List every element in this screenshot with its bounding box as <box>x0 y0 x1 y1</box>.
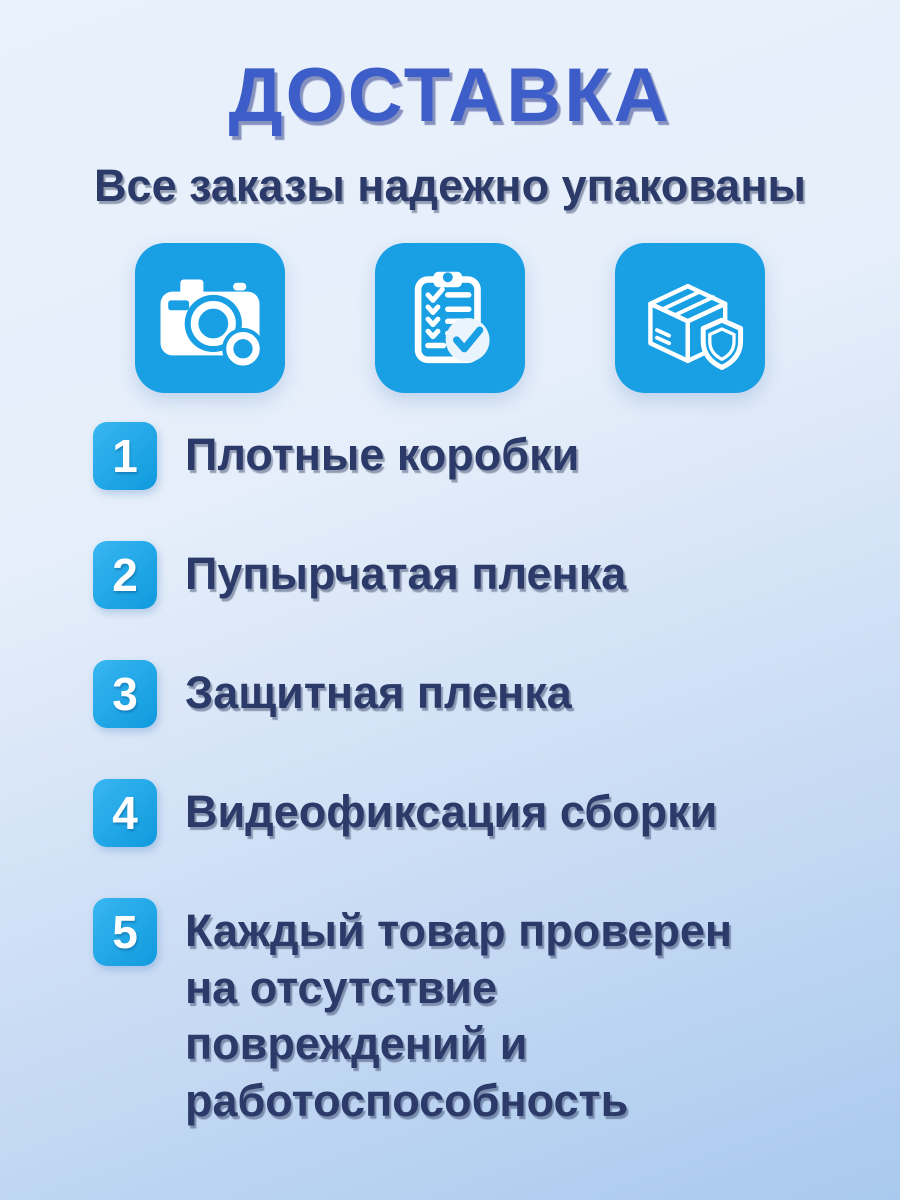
step-number-badge: 2 <box>93 541 157 609</box>
step-number-badge: 3 <box>93 660 157 728</box>
step-text: Плотные коробки <box>185 429 580 480</box>
list-item <box>93 541 785 609</box>
list-item <box>93 898 785 1130</box>
step-text: Видеофиксация сборки <box>185 786 718 837</box>
checklist-icon <box>395 263 505 373</box>
checklist-tile <box>375 243 525 393</box>
step-text: Защитная пленка <box>185 667 572 718</box>
page-subtitle: Все заказы надежно упакованы <box>94 160 806 211</box>
step-number-badge: 1 <box>93 422 157 490</box>
feature-icons-row <box>0 243 900 393</box>
packing-steps-list <box>93 422 785 1130</box>
step-text: Каждый товар проверен на отсутствие повреждений и работоспособность <box>185 905 733 1127</box>
package-shield-tile <box>615 243 765 393</box>
list-item <box>93 660 785 728</box>
camera-tile <box>135 243 285 393</box>
step-number-badge: 4 <box>93 779 157 847</box>
camera-icon <box>155 263 265 373</box>
package-shield-icon <box>635 263 745 373</box>
step-number-badge: 5 <box>93 898 157 966</box>
page-title: ДОСТАВКА <box>228 53 672 138</box>
list-item <box>93 422 785 490</box>
step-text: Пупырчатая пленка <box>185 548 627 599</box>
list-item <box>93 779 785 847</box>
